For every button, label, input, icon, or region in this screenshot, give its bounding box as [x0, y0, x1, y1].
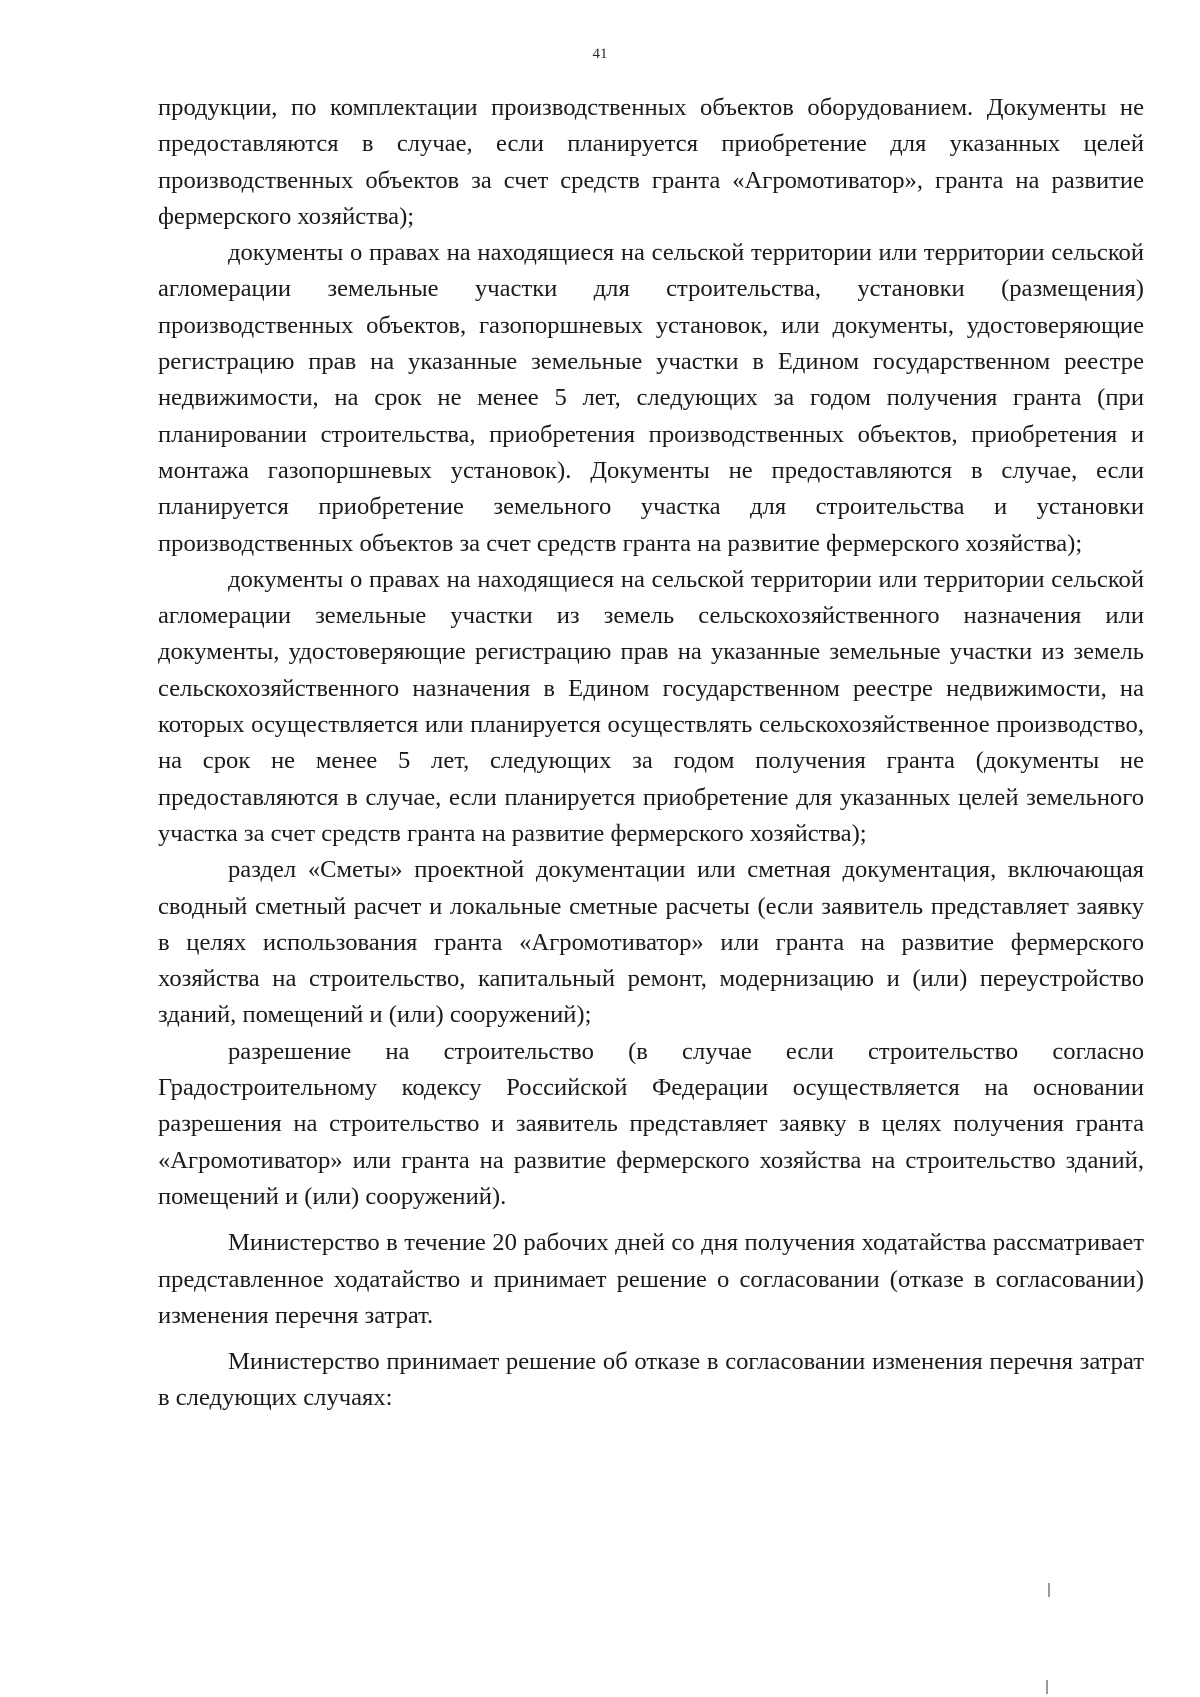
- paragraph-estimates-section: раздел «Сметы» проектной документации или сметная документация, включающая сводный сметный расчет и локальные сметные расчеты (если заявитель представляет заявку в целях использования гранта «Агромотиватор» или гранта на развитие фермерского хозяйства на строительство, капитальный ремонт, модернизацию и (или) переустройство зданий, помещений и (или) сооружений);: [158, 856, 1144, 1029]
- paragraph-ministry-refusal: Министерство принимает решение об отказе в согласовании изменения перечня затрат в следующих случаях:: [158, 1348, 1144, 1412]
- scan-speck: [1048, 1583, 1050, 1597]
- paragraph-building-permit: разрешение на строительство (в случае если строительство согласно Градостроительному кодексу Российской Федерации осуществляется на основании разрешения на строительство и заявитель представляет заявку в целях получения гранта «Агромотиватор» или гранта на развитие фермерского хозяйства на строительство зданий, помещений и (или) сооружений).: [158, 1037, 1144, 1210]
- paragraph-land-rights-production: документы о правах на находящиеся на сельской территории или территории сельской агломерации земельные участки для строительства, установки (размещения) производственных объектов, газопоршневых установок, или документы, удостоверяющие регистрацию прав на указанные земельные участки в Едином государственном реестре недвижимости, на срок не менее 5 лет, следующих за годом получения гранта (при планировании строительства, приобретения производственных объектов, приобретения и монтажа газопоршневых установок). Документы не предоставляются в случае, если планируется приобретение земельного участка для строительства и установки производственных объектов за счет средств гранта на развитие фермерского хозяйства);: [158, 239, 1144, 557]
- paragraph-ministry-review: Министерство в течение 20 рабочих дней со дня получения ходатайства рассматривает представленное ходатайство и принимает решение о согласовании (отказе в согласовании) изменения перечня затрат.: [158, 1229, 1144, 1329]
- page-number: 41: [592, 46, 608, 62]
- document-body: [158, 90, 1144, 1417]
- scan-speck: [1046, 1680, 1048, 1694]
- paragraph-continuation: продукции, по комплектации производственных объектов оборудованием. Документы не предоставляются в случае, если планируется приобретение для указанных целей производственных объектов за счет средств гранта «Агромотиватор», гранта на развитие фермерского хозяйства);: [158, 94, 1144, 230]
- paragraph-land-rights-agricultural: документы о правах на находящиеся на сельской территории или территории сельской агломерации земельные участки из земель сельскохозяйственного назначения или документы, удостоверяющие регистрацию прав на указанные земельные участки из земель сельскохозяйственного назначения в Едином государственном реестре недвижимости, на которых осуществляется или планируется осуществлять сельскохозяйственное производство, на срок не менее 5 лет, следующих за годом получения гранта (документы не предоставляются в случае, если планируется приобретение для указанных целей земельного участка за счет средств гранта на развитие фермерского хозяйства);: [158, 565, 1144, 847]
